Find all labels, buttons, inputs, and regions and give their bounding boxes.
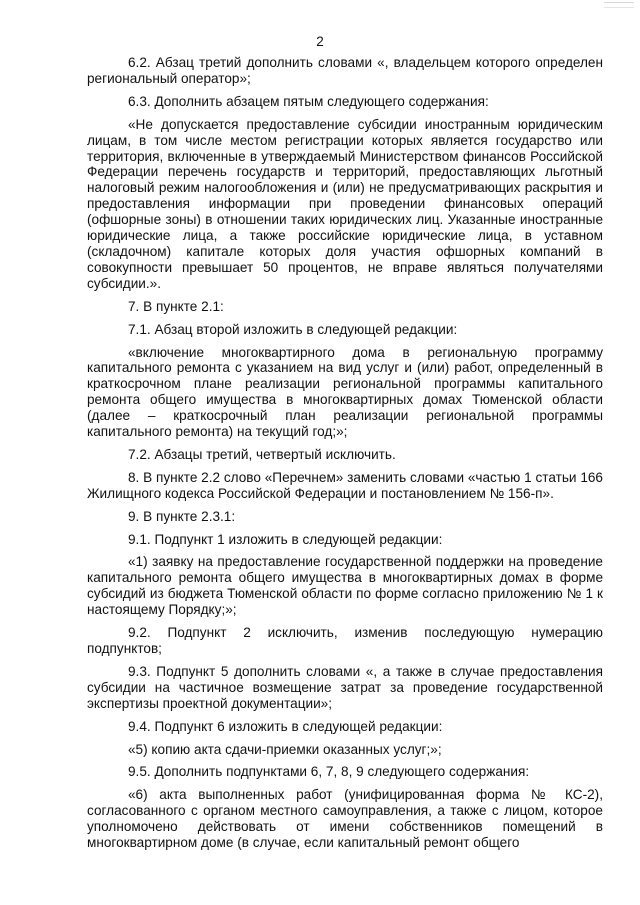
paragraph-7: 7. В пункте 2.1: [128,298,224,314]
paragraph-9-1-quote: «1) заявку на предоставление государственной поддержки на проведение капитального ремонта общего имущества в многоквартирных домах в форме субсидий из бюджета Тюменской области по форме согласно приложению № 1 к настоящему Порядку;»; [87,554,603,618]
scan-corner-mark [604,2,634,8]
paragraph-9-4: 9.4. Подпункт 6 изложить в следующей редакции: [128,718,443,734]
document-body [87,55,603,851]
paragraph-8: 8. В пункте 2.2 слово «Перечнем» заменить словами «частью 1 статьи 166 Жилищного кодекса Российской Федерации и постановлением № 156-п». [87,469,603,501]
paragraph-6-3: 6.3. Дополнить абзацем пятым следующего содержания: [128,93,489,109]
paragraph-6-3-quote: «Не допускается предоставление субсидии иностранным юридическим лицам, в том числе местом регистрации которых является государство или территория, включенные в утверждаемый Министерством финансов Российской Федерации перечень государств и территорий, предоставляющих льготный налоговый режим налогообложения и (или) не предусматривающих раскрытия и предоставления информации при проведении финансовых операций (офшорные зоны) в отношении таких юридических лиц. Указанные иностранные юридические лица, а также российские юридические лица, в уставном (складочном) капитале которых доля участия офшорных компаний в совокупности превышает 50 процентов, не вправе являться получателями субсидии.». [87,116,603,291]
paragraph-9-3: 9.3. Подпункт 5 дополнить словами «, а также в случае предоставления субсидии на частичное возмещение затрат за проведение государственной экспертизы проектной документации»; [87,663,603,711]
paragraph-9-5-quote: «6) акта выполненных работ (унифицированная форма № КС-2), согласованного с органом местного самоуправления, а также с лицом, которое уполномочено действовать от имени собственников помещений в многоквартирном доме (в случае, если капитальный ремонт общего [87,787,603,851]
paragraph-9-4-quote: «5) копию акта сдачи-приемки оказанных услуг;»; [128,741,442,757]
paragraph-7-2: 7.2. Абзацы третий, четвертый исключить. [128,446,396,462]
paragraph-6-2: 6.2. Абзац третий дополнить словами «, владельцем которого определен региональный оператор»; [87,55,603,86]
paragraph-9-1: 9.1. Подпункт 1 изложить в следующей редакции: [128,531,443,547]
paragraph-7-1: 7.1. Абзац второй изложить в следующей редакции: [128,321,458,337]
page-number: 2 [316,34,324,49]
paragraph-9-2: 9.2. Подпункт 2 исключить, изменив последующую нумерацию подпунктов; [87,625,603,656]
paragraph-9-5: 9.5. Дополнить подпунктами 6, 7, 8, 9 следующего содержания: [128,764,530,780]
paragraph-9: 9. В пункте 2.3.1: [128,508,236,524]
paragraph-7-1-quote: «включение многоквартирного дома в региональную программу капитального ремонта с указанием на вид услуг и (или) работ, определенный в краткосрочном плане реализации региональной программы капитального ремонта общего имущества в многоквартирных домах Тюменской области (далее – краткосрочный план реализации региональной программы капитального ремонта) на текущий год;»; [87,344,603,440]
